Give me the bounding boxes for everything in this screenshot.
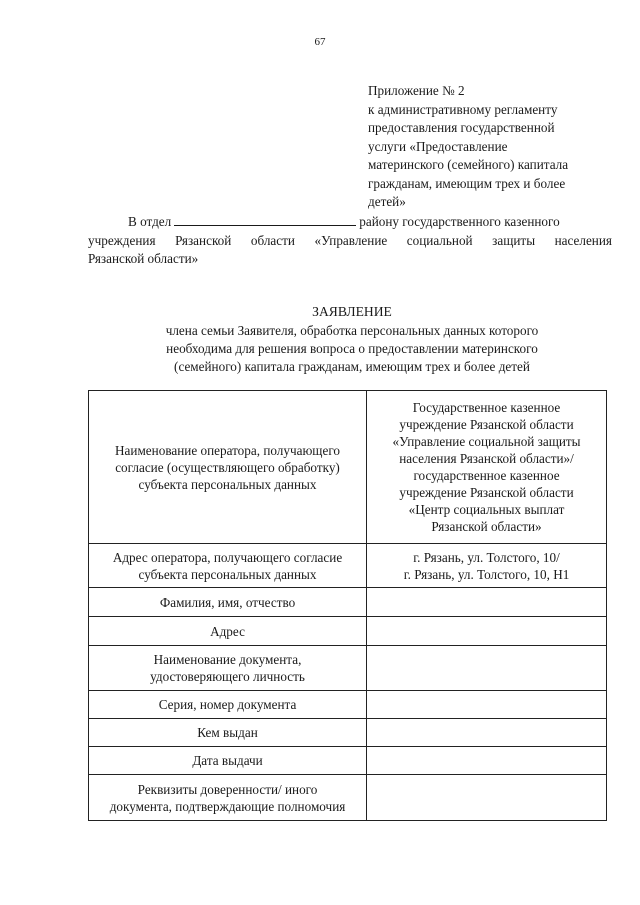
- label-line: Адрес оператора, получающего согласие: [112, 549, 343, 565]
- label-line: Реквизиты доверенности/ иного: [137, 781, 318, 797]
- row-value-operator-name: [367, 391, 607, 544]
- addressee-line3: Рязанской области»: [88, 251, 199, 266]
- row-label-full-name: Фамилия, имя, отчество: [89, 588, 367, 617]
- value-line: Государственное казенное: [412, 400, 561, 415]
- row-label-address: Адрес: [89, 617, 367, 646]
- value-line: «Центр социальных выплат: [408, 502, 565, 517]
- row-label-issued-by: Кем выдан: [89, 719, 367, 747]
- table-row: [89, 544, 607, 588]
- row-label-power-of-attorney: [89, 775, 367, 821]
- label-line: Наименование оператора, получающего: [115, 442, 340, 458]
- label-line: субъекта персональных данных: [138, 476, 317, 492]
- consent-form-table: [88, 390, 607, 821]
- appendix-header: [368, 82, 613, 212]
- label-line: Наименование документа,: [153, 652, 302, 667]
- appendix-line: услуги «Предоставление: [368, 138, 508, 154]
- table-row: [89, 617, 607, 646]
- table-row: [89, 719, 607, 747]
- addressee-block: [88, 213, 612, 269]
- row-value-operator-address: [367, 544, 607, 588]
- row-value-full-name[interactable]: [367, 588, 607, 617]
- row-label-id-document: [89, 646, 367, 691]
- label-line: документа, подтверждающие полномочия: [109, 798, 346, 814]
- appendix-line: материнского (семейного) капитала: [368, 157, 569, 172]
- table-row: [89, 391, 607, 544]
- addressee-suffix: району государственного казенного: [359, 214, 560, 229]
- value-line: населения Рязанской области»/: [399, 451, 574, 466]
- value-line: Рязанской области»: [431, 519, 542, 534]
- row-label-operator-address: [89, 544, 367, 588]
- row-label-issue-date: Дата выдачи: [89, 747, 367, 775]
- label-line: удостоверяющего личность: [150, 669, 305, 684]
- appendix-line: к административному регламенту: [368, 101, 558, 117]
- appendix-line: предоставления государственной: [368, 120, 555, 135]
- row-value-id-document[interactable]: [367, 646, 607, 691]
- table-row: [89, 775, 607, 821]
- appendix-line: Приложение № 2: [368, 83, 465, 98]
- row-value-issue-date[interactable]: [367, 747, 607, 775]
- table-row: [89, 588, 607, 617]
- addressee-line2: учреждения Рязанской области «Управление социальной защиты населения: [88, 232, 612, 248]
- row-label-document-number: Серия, номер документа: [89, 691, 367, 719]
- document-title: ЗАЯВЛЕНИЕ: [312, 304, 392, 319]
- table-row: [89, 646, 607, 691]
- table-row: [89, 691, 607, 719]
- row-label-operator-name: [89, 391, 367, 544]
- row-value-document-number[interactable]: [367, 691, 607, 719]
- value-line: г. Рязань, ул. Толстого, 10, Н1: [403, 566, 570, 582]
- row-value-issued-by[interactable]: [367, 719, 607, 747]
- subtitle-line: (семейного) капитала гражданам, имеющим трех и более детей: [174, 359, 530, 374]
- label-line: субъекта персональных данных: [138, 566, 317, 582]
- value-line: г. Рязань, ул. Толстого, 10/: [413, 549, 560, 565]
- subtitle-line: необходима для решения вопроса о предоставлении материнского: [166, 341, 538, 356]
- department-blank-field[interactable]: [174, 213, 356, 226]
- page-number: 67: [314, 36, 326, 48]
- addressee-prefix: В отдел: [128, 214, 172, 229]
- subtitle-line: члена семьи Заявителя, обработка персональных данных которого: [165, 323, 539, 338]
- appendix-line: детей»: [368, 194, 406, 209]
- value-line: государственное казенное: [413, 468, 560, 483]
- row-value-address[interactable]: [367, 617, 607, 646]
- appendix-line: гражданам, имеющим трех и более: [368, 175, 566, 191]
- table-row: [89, 747, 607, 775]
- value-line: «Управление социальной защиты: [392, 434, 581, 449]
- label-line: согласие (осуществляющего обработку): [115, 459, 340, 475]
- document-subtitle: [0, 322, 640, 376]
- value-line: учреждение Рязанской области: [399, 417, 574, 432]
- value-line: учреждение Рязанской области: [399, 485, 574, 500]
- row-value-power-of-attorney[interactable]: [367, 775, 607, 821]
